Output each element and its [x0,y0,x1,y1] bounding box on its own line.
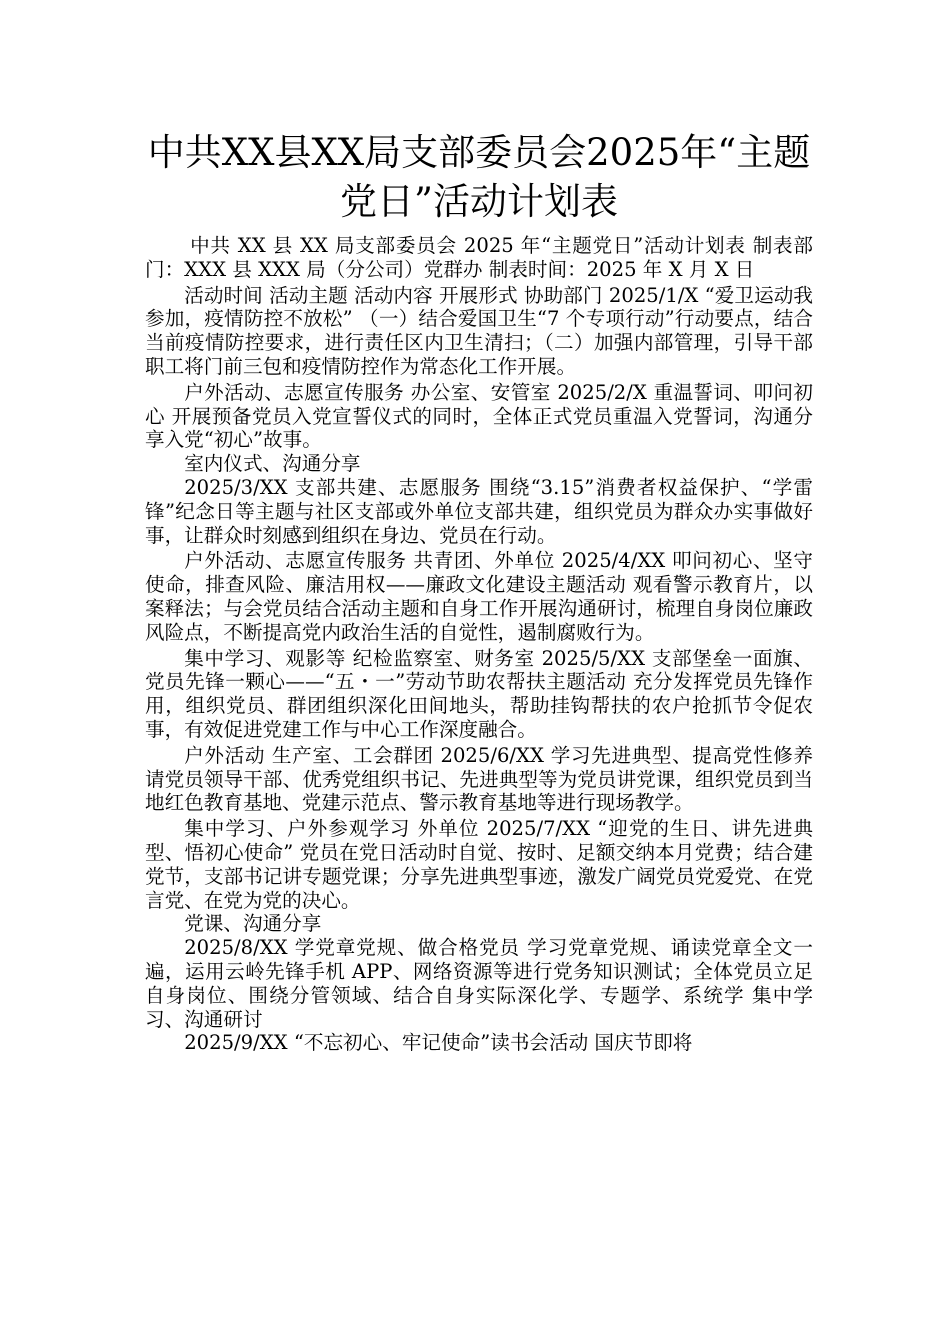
paragraph-plan-january: 活动时间 活动主题 活动内容 开展形式 协助部门 2025/1/X “爱卫运动我参加，疫情防控不放松” （一）结合爱国卫生“7 个专项行动”行动要点，结合当前疫情防控要求，进行责任区内卫生清扫；（二）加强内部管理，引导干部职工将门前三包和疫情防控作为常态化工作开展。 [145,283,813,378]
paragraph-plan-may: 集中学习、观影等 纪检监察室、财务室 2025/5/XX 支部堡垒一面旗、党员先锋一颗心——“五・一”劳动节助农帮扶主题活动 充分发挥党员先锋作用，组织党员、群团组织深化田间地头，帮助挂钩帮扶的农户抢抓节令促农事，有效促进党建工作与中心工作深度融合。 [145,646,813,741]
paragraph-form-february: 室内仪式、沟通分享 [184,452,361,476]
document-title: 中共XX县XX局支部委员会2025年“主题党日”活动计划表 [147,131,811,223]
paragraph-header-info: 中共 XX 县 XX 局支部委员会 2025 年“主题党日”活动计划表 制表部门：XXX 县 XXX 局（分公司）党群办 制表时间：2025 年 X 月 X 日 [145,234,813,281]
paragraph-plan-september: 2025/9/XX “不忘初心、牢记使命”读书会活动 国庆节即将 [184,1031,693,1055]
paragraph-form-july: 党课、沟通分享 [184,912,322,936]
paragraph-plan-march: 2025/3/XX 支部共建、志愿服务 围绕“3.15”消费者权益保护、“学雷锋”纪念日等主题与社区支部或外单位支部共建，组织党员为群众办实事做好事，让群众时刻感到组织在身边、党员在行动。 [145,475,813,547]
paragraph-plan-july: 集中学习、户外参观学习 外单位 2025/7/XX “迎党的生日、讲先进典型、悟初心使命” 党员在党日活动时自觉、按时、足额交纳本月党费；结合建党节，支部书记讲专题党课；分享先进典型事迹，激发广阔党员党爱党、在党言党、在党为党的决心。 [145,817,813,912]
document-page [145,128,813,1055]
paragraph-plan-february: 户外活动、志愿宣传服务 办公室、安管室 2025/2/X 重温誓词、叩问初心 开展预备党员入党宣誓仪式的同时，全体正式党员重温入党誓词，沟通分享入党“初心”故事。 [145,380,813,452]
paragraph-plan-august: 2025/8/XX 学党章党规、做合格党员 学习党章党规、诵读党章全文一遍，运用云岭先锋手机 APP、网络资源等进行党务知识测试；全体党员立足自身岗位、围绕分管领域、结合自身实际深化学、专题学、系统学 集中学习、沟通研讨 [145,936,813,1031]
paragraph-plan-april: 户外活动、志愿宣传服务 共青团、外单位 2025/4/XX 叩问初心、坚守使命，排查风险、廉洁用权——廉政文化建设主题活动 观看警示教育片，以案释法；与会党员结合活动主题和自身工作开展沟通研讨，梳理自身岗位廉政风险点，不断提高党内政治生活的自觉性，遏制腐败行为。 [145,549,813,644]
paragraph-plan-june: 户外活动 生产室、工会群团 2025/6/XX 学习先进典型、提高党性修养 请党员领导干部、优秀党组织书记、先进典型等为党员讲党课，组织党员到当地红色教育基地、党建示范点、警示教育基地等进行现场教学。 [145,743,813,815]
